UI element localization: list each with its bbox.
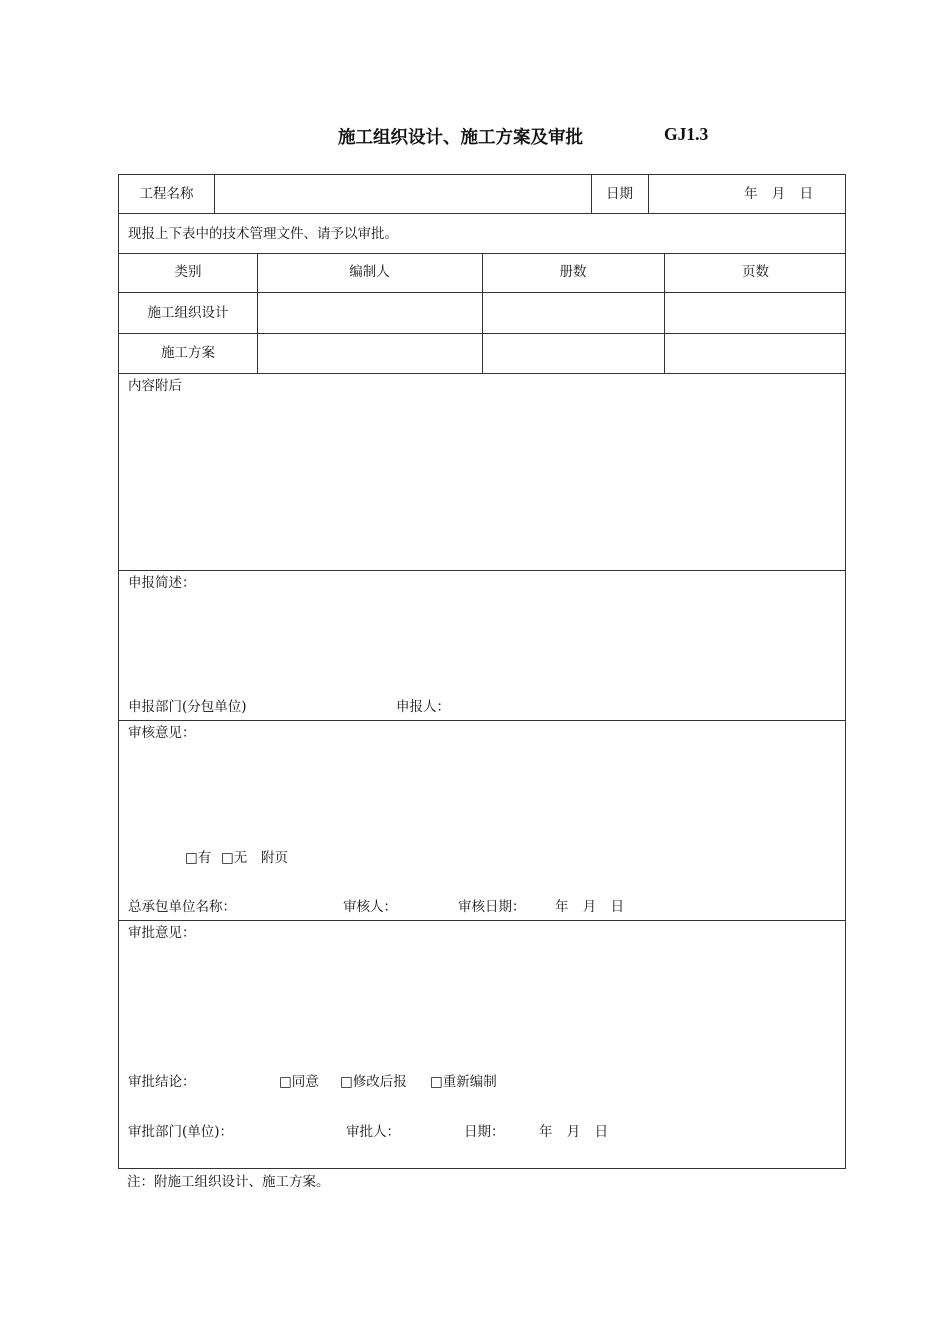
form-code: GJ1.3 xyxy=(664,124,709,144)
date-field[interactable]: 年 月 日 xyxy=(744,186,814,202)
agree-checkbox[interactable]: □同意 xyxy=(279,1074,319,1090)
project-name-field[interactable] xyxy=(224,184,584,204)
report-dept-label: 申报部门(分包单位) xyxy=(128,699,247,715)
col-header-category: 类别 xyxy=(174,264,202,280)
cell-author[interactable] xyxy=(257,303,482,323)
approval-form xyxy=(118,174,846,1169)
row-label-construction-plan: 施工方案 xyxy=(161,345,215,361)
col-header-volumes: 册数 xyxy=(559,264,587,280)
approval-date-value: 年 月 日 xyxy=(539,1124,609,1140)
attachment-label: 内容附后 xyxy=(128,378,182,394)
row-divider xyxy=(119,570,845,571)
col-header-author: 编制人 xyxy=(349,264,390,280)
approval-opinion-label: 审批意见： xyxy=(128,925,196,941)
row-divider xyxy=(119,373,845,374)
approver-label: 审批人： xyxy=(346,1124,400,1140)
row-divider xyxy=(119,920,845,921)
col-divider xyxy=(214,175,215,213)
reviewer-label: 审核人： xyxy=(343,899,397,915)
approval-date-label: 日期： xyxy=(464,1124,505,1140)
cell-pages[interactable] xyxy=(664,303,847,323)
cell-volumes[interactable] xyxy=(482,343,664,363)
col-header-pages: 页数 xyxy=(742,264,769,280)
review-date-value: 年 月 日 xyxy=(555,899,625,915)
title-text: 施工组织设计、施工方案及审批 xyxy=(338,128,583,148)
attach-none-checkbox[interactable]: □无 xyxy=(221,850,248,866)
project-name-label: 工程名称 xyxy=(139,186,194,202)
form-title xyxy=(0,124,950,152)
approval-conclusion-label: 审批结论： xyxy=(128,1074,196,1090)
footnote: 注：附施工组织设计、施工方案。 xyxy=(127,1174,330,1190)
intro-text: 现报上下表中的技术管理文件、请予以审批。 xyxy=(128,226,398,242)
review-date-label: 审核日期： xyxy=(458,899,526,915)
row-divider xyxy=(119,213,845,214)
revise-checkbox[interactable]: □修改后报 xyxy=(340,1074,407,1090)
row-label-org-design: 施工组织设计 xyxy=(147,305,229,321)
col-divider xyxy=(648,175,649,213)
redo-checkbox[interactable]: □重新编制 xyxy=(430,1074,497,1090)
cell-pages[interactable] xyxy=(664,343,847,363)
reporter-label: 申报人： xyxy=(396,699,450,715)
cell-volumes[interactable] xyxy=(482,303,664,323)
approval-dept-label: 审批部门(单位)： xyxy=(128,1124,234,1140)
attach-pages-label: 附页 xyxy=(261,850,288,866)
report-summary-label: 申报简述： xyxy=(128,575,196,591)
row-divider xyxy=(119,720,845,721)
cell-author[interactable] xyxy=(257,343,482,363)
review-opinion-label: 审核意见： xyxy=(128,725,196,741)
attach-has-checkbox[interactable]: □有 xyxy=(185,850,212,866)
contractor-name-label: 总承包单位名称： xyxy=(128,899,236,915)
date-label: 日期 xyxy=(606,186,633,202)
